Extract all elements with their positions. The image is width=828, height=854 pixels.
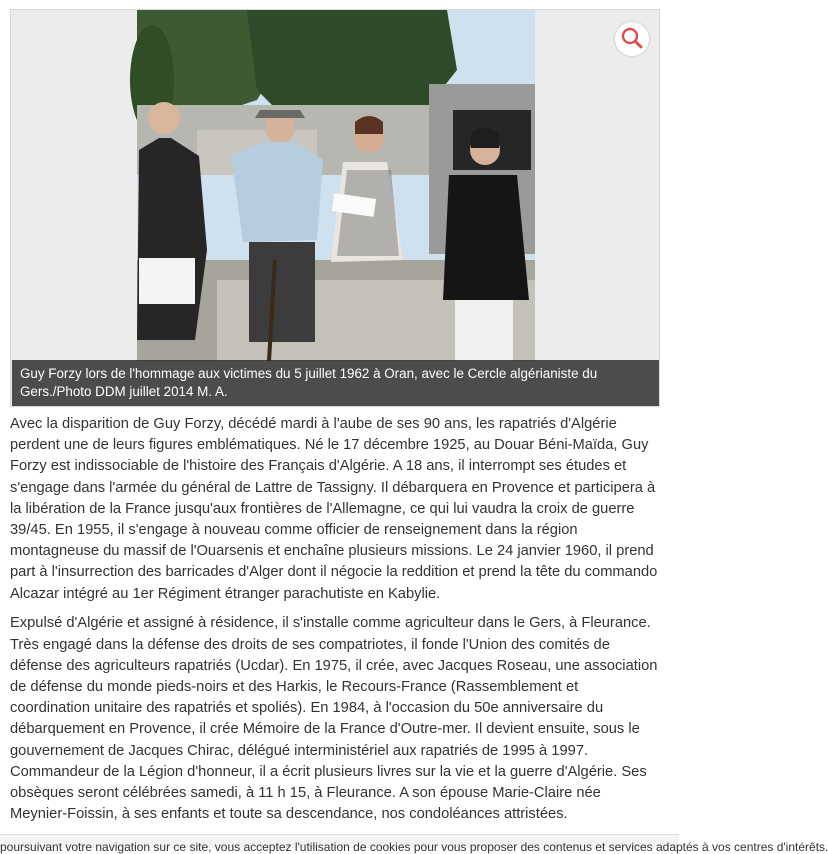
article-body: [10, 414, 660, 834]
zoom-button[interactable]: [615, 22, 649, 56]
photo-container: [10, 9, 660, 407]
article-paragraph-1: Avec la disparition de Guy Forzy, décédé mardi à l'aube de ses 90 ans, les rapatriés d'Algérie perdent une de leurs figures emblématiques. Né le 17 décembre 1925, au Douar Béni-Maïda, Guy Forzy est indissociable de l'histoire des Français d'Algérie. A 18 ans, il interrompt ses études et s'engage dans l'armée du général de Lattre de Tassigny. Il débarquera en Provence et participera à la libération de la France jusqu'aux frontières de l'Allemagne, ce qui lui vaudra la croix de guerre 39/45. En 1955, il s'engage à nouveau comme officier de renseignement dans la région montagneuse du massif de l'Ouarsenis et enchaîne plusieurs missions. Le 24 janvier 1960, il prend part à l'insurrection des barricades d'Alger dont il négocie la reddition et prend la tête du commando Alcazar intégré au 1er Régiment étranger parachutiste en Kabylie.: [10, 416, 658, 602]
article-photo[interactable]: [137, 10, 535, 361]
magnifier-icon: [615, 22, 649, 56]
article-paragraph-2: Expulsé d'Algérie et assigné à résidence, il s'installe comme agriculteur dans le Gers, à Fleurance. Très engagé dans la défense des droits de ses compatriotes, il fonde l'Union des comités de défense des agriculteurs rapatriés (Ucdar). En 1975, il crée, avec Jacques Roseau, une association de défense du monde pieds-noirs et des Harkis, le Recours-France (Rassemblement et coordination unitaire des rapatriés et spoliés). En 1984, à l'occasion du 50e anniversaire du débarquement en Provence, il crée Mémoire de la France d'Outre-mer. Il devient ensuite, sous le gouvernement de Jacques Chirac, délégué interministériel aux rapatriés de 1995 à 1997. Commandeur de la Légion d'honneur, il a écrit plusieurs livres sur la vie et la guerre d'Algérie. Ses obsèques seront célébrées samedi, à 11 h 15, à Fleurance. A son épouse Marie-Claire née Meynier-Foissin, à ses enfants et toute sa descendance, nos condoléances attristées.: [10, 615, 658, 823]
cookie-banner-text: poursuivant votre navigation sur ce site, vous acceptez l'utilisation de cookies pour vous proposer des contenus et services adaptés à vos centres d'intérêts.: [0, 840, 828, 854]
photo-caption: Guy Forzy lors de l'hommage aux victimes du 5 juillet 1962 à Oran, avec le Cercle algérianiste du Gers./Photo DDM juillet 2014 M. A.: [12, 360, 659, 406]
cookie-banner[interactable]: [0, 834, 828, 854]
